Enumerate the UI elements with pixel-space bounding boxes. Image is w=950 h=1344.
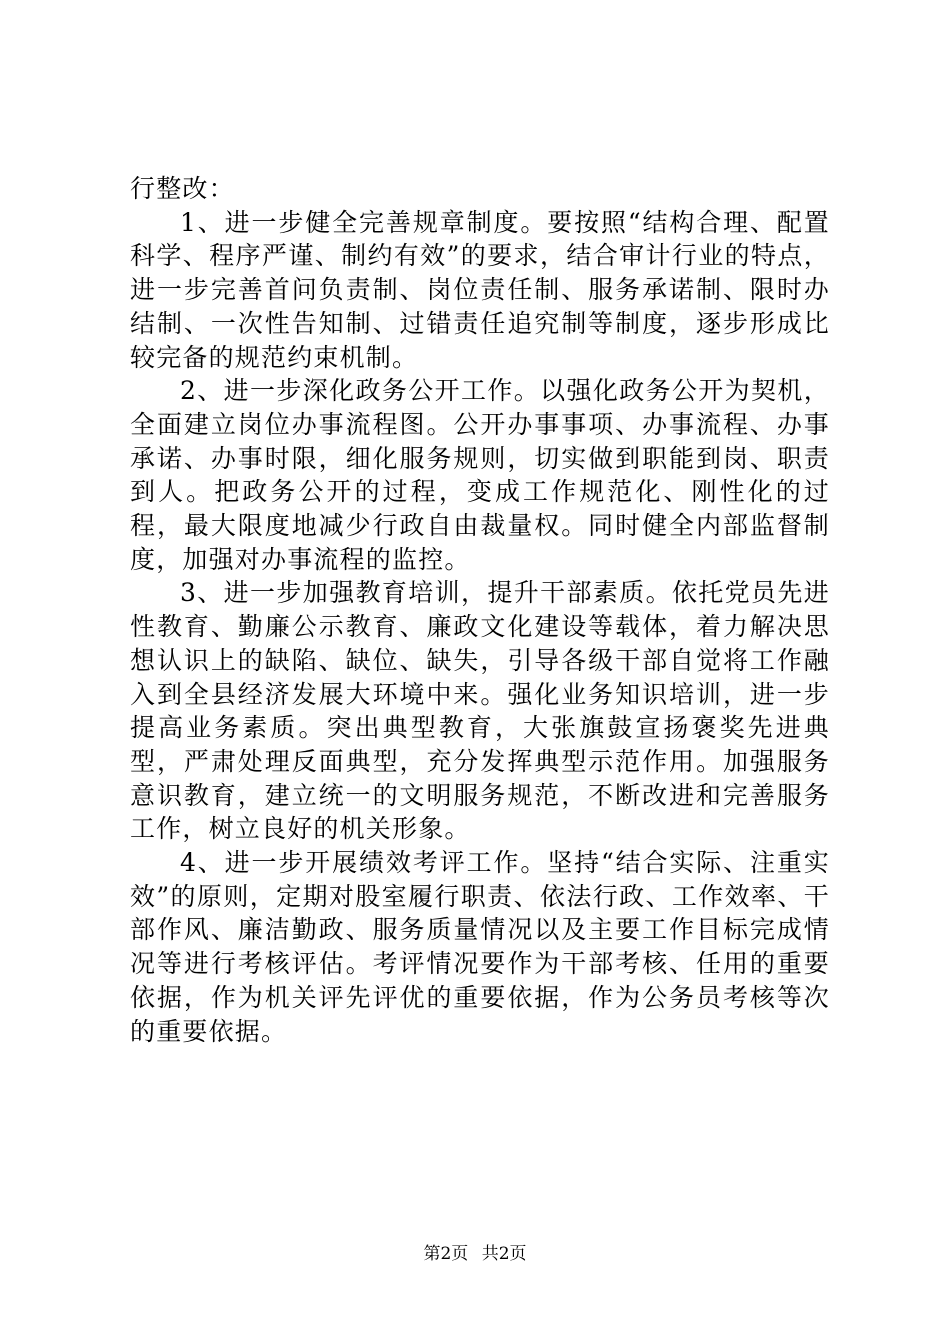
paragraph-item-2: 2、进一步深化政务公开工作。以强化政务公开为契机，全面建立岗位办事流程图。公开办事事项、办事流程、办事承诺、办事时限，细化服务规则，切实做到职能到岗、职责到人。把政务公开的过程，变成工作规范化、刚性化的过程，最大限度地减少行政自由裁量权。同时健全内部监督制度，加强对办事流程的监控。	[130, 376, 830, 574]
paragraph-item-3: 3、进一步加强教育培训，提升干部素质。依托党员先进性教育、勤廉公示教育、廉政文化建设等载体，着力解决思想认识上的缺陷、缺位、缺失，引导各级干部自觉将工作融入到全县经济发展大环境中来。强化业务知识培训，进一步提高业务素质。突出典型教育，大张旗鼓宣扬褒奖先进典型，严肃处理反面典型，充分发挥典型示范作用。加强服务意识教育，建立统一的文明服务规范，不断改进和完善服务工作，树立良好的机关形象。	[130, 578, 830, 844]
paragraph-item-4: 4、进一步开展绩效考评工作。坚持“结合实际、注重实效”的原则，定期对股室履行职责、依法行政、工作效率、干部作风、廉洁勤政、服务质量情况以及主要工作目标完成情况等进行考核评估。考评情况要作为干部考核、任用的重要依据，作为机关评先评优的重要依据，作为公务员考核等次的重要依据。	[130, 848, 830, 1046]
page-number: 第2页	[423, 1244, 469, 1264]
paragraph-item-1: 1、进一步健全完善规章制度。要按照“结构合理、配置科学、程序严谨、制约有效”的要求，结合审计行业的特点，进一步完善首问负责制、岗位责任制、服务承诺制、限时办结制、一次性告知制、过错责任追究制等制度，逐步形成比较完备的规范约束机制。	[130, 207, 830, 372]
paragraph-lead: 行整改：	[130, 174, 235, 203]
page-footer	[0, 1243, 950, 1265]
document-body	[130, 172, 830, 1048]
page-total: 共2页	[481, 1244, 527, 1264]
